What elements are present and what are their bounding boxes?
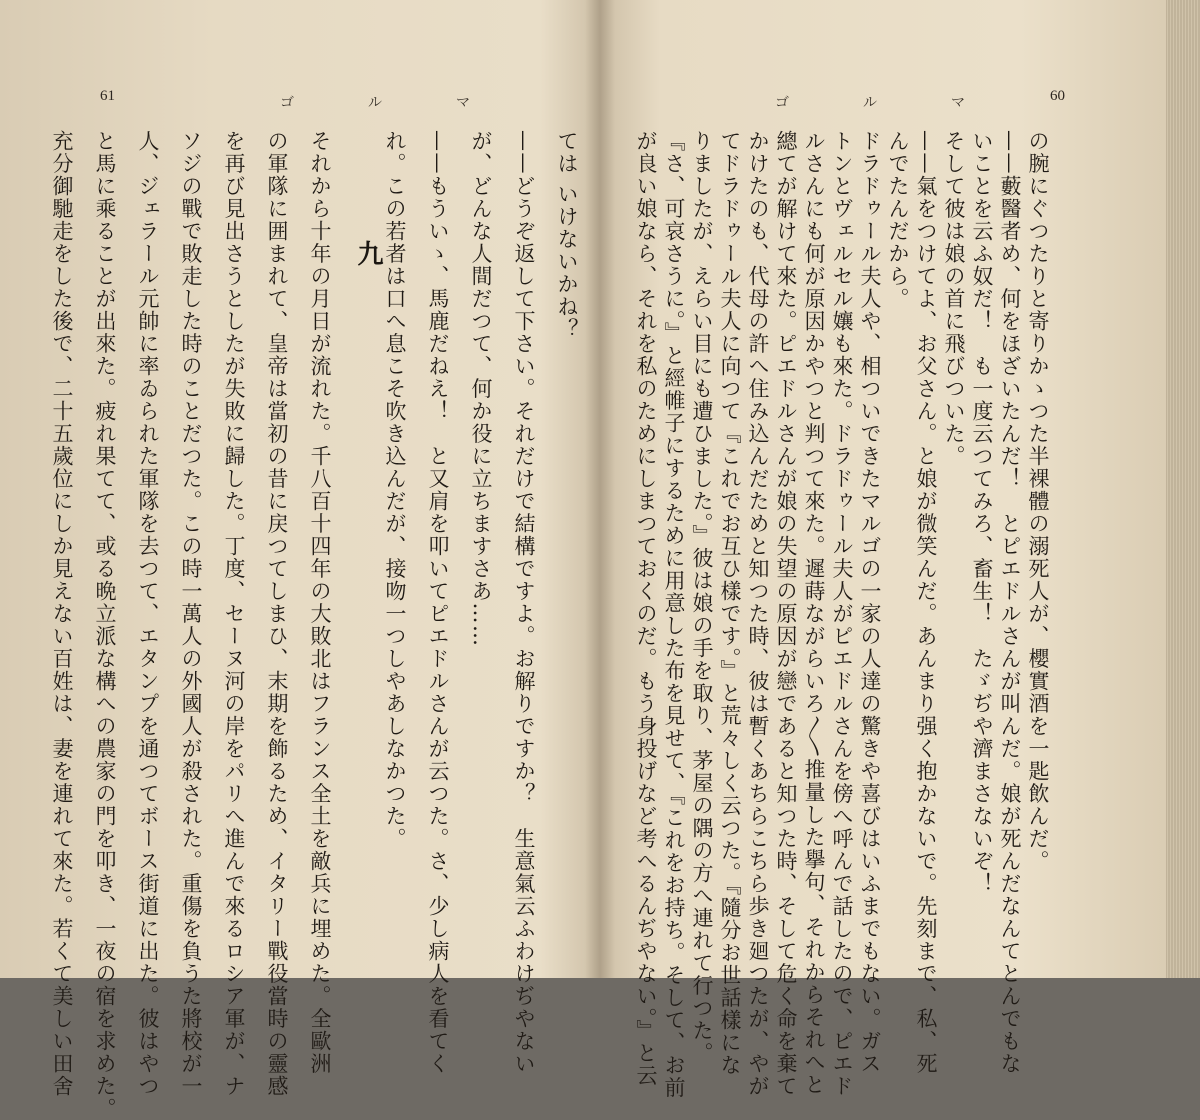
page-number-left: 61 xyxy=(100,88,115,104)
left-page xyxy=(0,0,590,1120)
text-column: 『さ、可哀さうに。』と經帷子にするために用意した布を見せて、『これをお持ち。そして、お前 xyxy=(662,130,686,1099)
right-page xyxy=(610,0,1166,1099)
text-column: てドラドゥール夫人に向つて『これでお互ひ樣です。』と荒々しく云つた。『隨分お世話樣にな xyxy=(718,130,742,1077)
running-head-right: ゴ ル マ xyxy=(775,95,995,111)
text-column: ソジの戰で敗走した時のことだつた。この時一萬人の外國人が殺された。重傷を負うた將校が一 xyxy=(179,130,203,1098)
text-column: が良い娘なら、それを私のためにしまつておくのだ。もう身投げなど考へるんぢやない。』と云 xyxy=(634,130,658,1087)
text-column: ルさんにも何が原因かやつと判つて來た。遲蒔ながらいろ〳〵推量した擧句、それからそれへと xyxy=(802,130,826,1096)
text-column: れ。この若者は口へ息こそ吹き込んだが、接吻一つしやあしなかつた。 xyxy=(383,130,407,850)
text-column: と馬に乘ることが出來た。疲れ果てて、或る晩立派な構への農家の門を叩き、一夜の宿を求めた。 xyxy=(93,130,117,1120)
text-column: りましたが、えらい目にも遭ひました。』彼は娘の手を取り、茅屋の隅の方へ連れて行つた。 xyxy=(690,130,714,1065)
chapter-heading: 九 xyxy=(353,240,383,266)
text-column: ドラドゥール夫人や、相ついできたマルゴの一家の人達の驚きや喜びはいふまでもない。ガス xyxy=(858,130,882,1075)
text-column: 人、ジェラール元帥に率ゐられた軍隊を去つて、エタンプを通つてボース街道に出た。彼はやつ xyxy=(136,130,160,1098)
text-column: いことを云ふ奴だ！ も一度云つてみろ、畜生！ たゞぢや濟まさないぞ！ xyxy=(970,130,994,895)
text-column: の腕にぐつたりと寄りかゝつた半裸體の溺死人が、櫻實酒を一匙飲んだ。 xyxy=(1026,130,1050,873)
page-number-right: 60 xyxy=(1050,88,1065,104)
text-column: が、どんな人間だつて、何か役に立ちますさあ…… xyxy=(469,130,493,648)
text-column: ——どうぞ返して下さい。それだけで結構ですよ。お解りですか？ 生意氣云ふわけぢやない xyxy=(512,130,536,1075)
text-column: ては いけないかね？ xyxy=(555,130,579,341)
text-column: そして彼は娘の首に飛びついた。 xyxy=(942,130,966,468)
text-column: 充分御馳走をした後で、二十五歲位にしか見えない百姓は、妻を連れて來た。若くて美しい田舍 xyxy=(50,130,74,1098)
text-column: ——もういゝ、馬鹿だねえ！ と又肩を叩いてピエドルさんが云つた。さ、少し病人を看てく xyxy=(426,130,450,1075)
text-column: 總てが解けて來た。ピエドルさんが娘の失望の原因が戀であると知つた時、そして危く命を棄て xyxy=(774,130,798,1098)
text-column: ——氣をつけてよ、お父さん。と娘が微笑んだ。あんまり强く抱かないで。先刻まで、私、死 xyxy=(914,130,938,1075)
text-column: んでたんだから。 xyxy=(886,130,910,310)
running-head-left: ゴ ル マ xyxy=(280,95,500,111)
text-column: ——藪醫者め、何をほざいたんだ！ とピエドルさんが叫んだ。娘が死んだなんてとんでもな xyxy=(998,130,1022,1075)
text-column: トンとヴェルセル孃も來た。ドラドゥール夫人がピエドルさんを傍へ呼んで話したので、ピエド xyxy=(830,130,854,1098)
page-edges xyxy=(1166,0,1200,978)
text-column: を再び見出さうとしたが失敗に歸した。丁度、セーヌ河の岸をパリへ進んで來るロシア軍が、ナ xyxy=(222,130,246,1098)
text-column: それから十年の月日が流れた。千八百十四年の大敗北はフランス全土を敵兵に埋めた。全歐洲 xyxy=(308,130,332,1075)
text-column: の軍隊に囲まれて、皇帝は當初の昔に戻つてしまひ、末期を飾るため、イタリー戰役當時の靈感 xyxy=(265,130,289,1098)
text-column: かけたのも、代母の許へ住み込んだためと知つた時、彼は暫くあちらこちら歩き廻つたが、やが xyxy=(746,130,770,1098)
